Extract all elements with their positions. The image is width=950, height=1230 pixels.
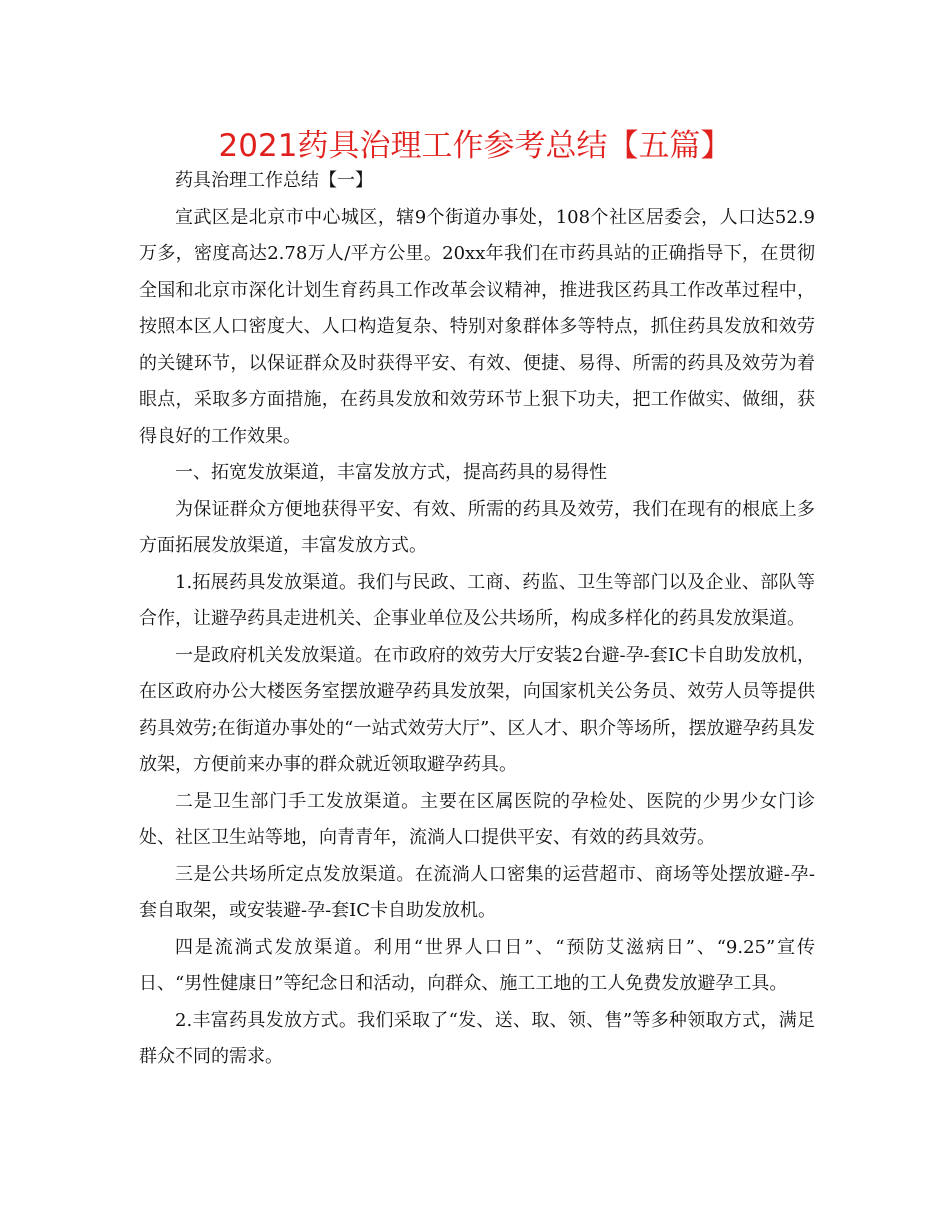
document-title: 2021药具治理工作参考总结【五篇】 <box>218 128 732 164</box>
paragraph: 一是政府机关发放渠道。在市政府的效劳大厅安装2台避-孕-套IC卡自助发放机，在区政府办公大楼医务室摆放避孕药具发放架，向国家机关公务员、效劳人员等提供药具效劳;在街道办事处的“一站式效劳大厅”、区人才、职介等场所，摆放避孕药具发放架，方便前来办事的群众就近领取避孕药具。 <box>139 644 815 775</box>
paragraph: 二是卫生部门手工发放渠道。主要在区属医院的孕检处、医院的少男少女门诊处、社区卫生站等地，向青青年，流淌人口提供平安、有效的药具效劳。 <box>139 790 815 848</box>
paragraph-heading-1: 一、拓宽发放渠道，丰富发放方式，提高药具的易得性 <box>175 462 607 483</box>
paragraph: 2.丰富药具发放方式。我们采取了“发、送、取、领、售”等多种领取方式，满足群众不同的需求。 <box>139 1009 815 1067</box>
paragraph-intro: 宣武区是北京市中心城区，辖9个街道办事处，108个社区居委会，人口达52.9万多，密度高达2.78万人/平方公里。20xx年我们在市药具站的正确指导下，在贯彻全国和北京市深化计划生育药具工作改革会议精神，推进我区药具工作改革过程中，按照本区人口密度大、人口构造复杂、特别对象群体多等特点，抓住药具发放和效劳的关键环节，以保证群众及时获得平安、有效、便捷、易得、所需的药具及效劳为着眼点，采取多方面措施，在药具发放和效劳环节上狠下功夫，把工作做实、做细，获得良好的工作效果。 <box>139 206 815 447</box>
paragraph: 为保证群众方便地获得平安、有效、所需的药具及效劳，我们在现有的根底上多方面拓展发放渠道，丰富发放方式。 <box>139 498 815 556</box>
paragraph: 三是公共场所定点发放渠道。在流淌人口密集的运营超市、商场等处摆放避-孕-套自取架，或安装避-孕-套IC卡自助发放机。 <box>139 863 815 921</box>
paragraph-section-heading: 药具治理工作总结【一】 <box>175 170 373 191</box>
paragraph: 1.拓展药具发放渠道。我们与民政、工商、药监、卫生等部门以及企业、部队等合作，让避孕药具走进机关、企事业单位及公共场所，构成多样化的药具发放渠道。 <box>139 571 815 629</box>
document-body <box>139 163 815 1076</box>
paragraph: 四是流淌式发放渠道。利用“世界人口日”、“预防艾滋病日”、“9.25”宣传日、“男性健康日”等纪念日和活动，向群众、施工工地的工人免费发放避孕工具。 <box>139 936 815 994</box>
